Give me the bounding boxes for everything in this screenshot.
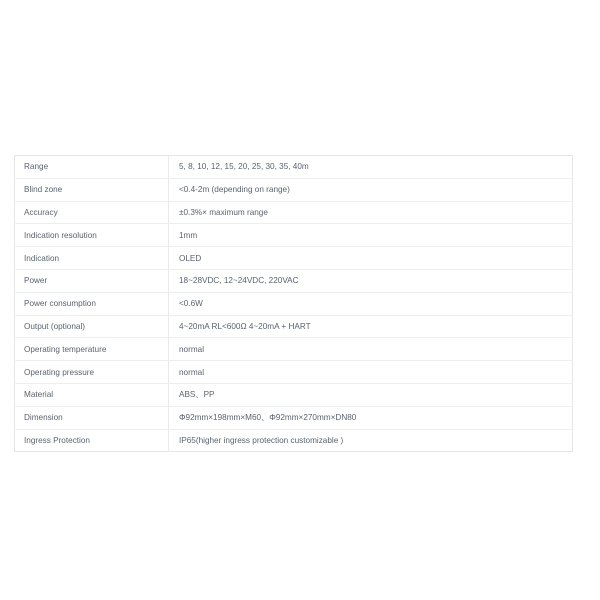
table-cell-label: Output (optional) — [15, 315, 169, 338]
specification-table — [14, 155, 573, 452]
table-cell-value: normal — [169, 338, 573, 361]
table-cell-value: ABS、PP — [169, 383, 573, 406]
table-cell-value: 4~20mA RL<600Ω 4~20mA + HART — [169, 315, 573, 338]
table-cell-label: Operating pressure — [15, 361, 169, 384]
table-row — [15, 429, 573, 452]
table-cell-label: Blind zone — [15, 178, 169, 201]
table-row — [15, 269, 573, 292]
table-cell-value: <0.4-2m (depending on range) — [169, 178, 573, 201]
table-row — [15, 178, 573, 201]
specification-table-container — [14, 155, 573, 452]
table-cell-value: 18~28VDC, 12~24VDC, 220VAC — [169, 269, 573, 292]
table-cell-value: OLED — [169, 247, 573, 270]
table-cell-label: Indication — [15, 247, 169, 270]
table-cell-label: Operating temperature — [15, 338, 169, 361]
table-cell-label: Ingress Protection — [15, 429, 169, 452]
table-row — [15, 292, 573, 315]
table-cell-value: IP65(higher ingress protection customizable ) — [169, 429, 573, 452]
table-row — [15, 201, 573, 224]
table-cell-value: 5, 8, 10, 12, 15, 20, 25, 30, 35, 40m — [169, 156, 573, 179]
specification-table-body — [15, 156, 573, 452]
table-cell-label: Indication resolution — [15, 224, 169, 247]
table-row — [15, 406, 573, 429]
table-cell-label: Power consumption — [15, 292, 169, 315]
table-row — [15, 224, 573, 247]
table-cell-label: Accuracy — [15, 201, 169, 224]
table-cell-label: Power — [15, 269, 169, 292]
table-row — [15, 315, 573, 338]
table-row — [15, 338, 573, 361]
table-cell-value: Φ92mm×198mm×M60、Φ92mm×270mm×DN80 — [169, 406, 573, 429]
table-row — [15, 361, 573, 384]
table-cell-value: normal — [169, 361, 573, 384]
table-cell-label: Dimension — [15, 406, 169, 429]
table-cell-value: ±0.3%× maximum range — [169, 201, 573, 224]
table-cell-label: Material — [15, 383, 169, 406]
table-cell-value: <0.6W — [169, 292, 573, 315]
table-cell-label: Range — [15, 156, 169, 179]
table-row — [15, 383, 573, 406]
table-cell-value: 1mm — [169, 224, 573, 247]
table-row — [15, 247, 573, 270]
table-row — [15, 156, 573, 179]
